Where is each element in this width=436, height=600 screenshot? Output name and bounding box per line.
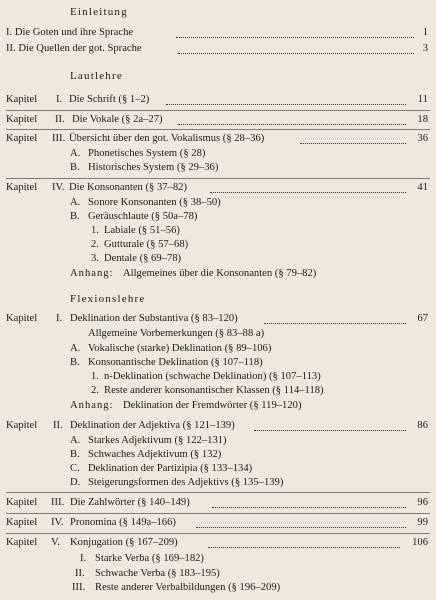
toc-page-number: 11 <box>417 94 428 105</box>
subsection-title: n-Deklination (schwache Deklination) (§ 107–113) <box>104 371 321 382</box>
subsection-label: A. <box>70 343 81 354</box>
leader-dots <box>254 414 406 431</box>
appendix-title: Deklination der Fremdwörter (§ 119–120) <box>123 400 302 411</box>
section-heading-einleitung: Einleitung <box>70 6 128 18</box>
toc-page-number: 36 <box>417 133 428 144</box>
subsection-entry <box>0 383 436 399</box>
leader-dots <box>210 176 406 193</box>
toc-page-number: 1 <box>422 27 428 38</box>
subsection-label: A. <box>70 197 81 208</box>
chapter-number: I. <box>56 94 63 105</box>
subsection-entry <box>0 326 436 342</box>
toc-entry <box>0 41 436 57</box>
subsection-title: Labiale (§ 51–56) <box>104 225 180 236</box>
chapter-word: Kapitel <box>6 133 38 144</box>
subsection-label: 2. <box>91 385 99 396</box>
section-heading-flexionslehre: Flexionslehre <box>70 293 146 305</box>
chapter-word: Kapitel <box>6 182 38 193</box>
toc-entry-title: I. Die Goten und ihre Sprache <box>6 27 134 38</box>
chapter-number: II. <box>55 114 65 125</box>
chapter-word: Kapitel <box>6 537 38 548</box>
subsection-label: B. <box>70 449 80 460</box>
subsection-title: Steigerungsformen des Adjektivs (§ 135–139) <box>88 477 284 488</box>
subsection-title: Vokalische (starke) Deklination (§ 89–106) <box>88 343 272 354</box>
leader-dots <box>178 37 414 54</box>
chapter-title: Die Schrift (§ 1–2) <box>69 94 150 105</box>
chapter-word: Kapitel <box>6 517 38 528</box>
subsection-title: Schwaches Adjektivum (§ 132) <box>88 449 222 460</box>
chapter-entry <box>0 418 436 434</box>
leader-dots <box>208 531 400 548</box>
appendix-label: Anhang: <box>70 268 114 279</box>
chapter-word: Kapitel <box>6 114 38 125</box>
appendix-entry <box>0 398 436 414</box>
chapter-word: Kapitel <box>6 420 38 431</box>
subsection-label: II. <box>75 568 85 579</box>
leader-dots <box>178 108 406 125</box>
chapter-entry <box>0 515 436 531</box>
chapter-number: V. <box>51 537 60 548</box>
subsection-title: Reste anderer Verbalbildungen (§ 196–209) <box>95 582 281 593</box>
leader-dots <box>176 21 414 38</box>
subsection-entry <box>0 160 436 176</box>
subsection-label: A. <box>70 435 81 446</box>
section-heading-lautlehre: Lautlehre <box>70 70 123 82</box>
chapter-number: III. <box>52 133 66 144</box>
subsection-title: Sonore Konsonanten (§ 38–50) <box>88 197 221 208</box>
toc-page-number: 99 <box>417 517 428 528</box>
toc-page-number: 3 <box>422 43 428 54</box>
subsection-label: D. <box>70 477 81 488</box>
chapter-title: Konjugation (§ 167–209) <box>70 537 178 548</box>
leader-dots <box>264 307 406 324</box>
toc-page-number: 18 <box>417 114 428 125</box>
toc-page-number: 106 <box>412 537 428 548</box>
appendix-title: Allgemeines über die Konsonanten (§ 79–82) <box>123 268 317 279</box>
chapter-number: IV. <box>52 182 65 193</box>
chapter-number: IV. <box>51 517 64 528</box>
subsection-entry <box>0 475 436 491</box>
leader-dots <box>300 127 406 144</box>
chapter-word: Kapitel <box>6 497 38 508</box>
chapter-number: II. <box>53 420 63 431</box>
chapter-entry <box>0 495 436 511</box>
chapter-entry <box>0 311 436 327</box>
leader-dots <box>166 88 406 105</box>
subsection-title: Dentale (§ 69–78) <box>104 253 182 264</box>
chapter-word: Kapitel <box>6 94 38 105</box>
subsection-title: Geräuschlaute (§ 50a–78) <box>88 211 198 222</box>
chapter-entry <box>0 131 436 147</box>
toc-page-number: 86 <box>417 420 428 431</box>
toc-page-number: 96 <box>417 497 428 508</box>
toc-page-number: 67 <box>417 313 428 324</box>
subsection-title: Reste anderer konsonantischer Klassen (§ 114–118) <box>104 385 324 396</box>
chapter-number: I. <box>56 313 63 324</box>
toc-entry-title: II. Die Quellen der got. Sprache <box>6 43 142 54</box>
chapter-title: Die Zahlwörter (§ 140–149) <box>70 497 190 508</box>
subsection-label: B. <box>70 211 80 222</box>
leader-dots <box>196 511 406 528</box>
subsection-label: 2. <box>91 239 99 250</box>
chapter-entry <box>0 92 436 108</box>
subsection-title: Starke Verba (§ 169–182) <box>95 553 204 564</box>
chapter-entry <box>0 112 436 128</box>
subsection-title: Gutturale (§ 57–68) <box>104 239 189 250</box>
chapter-title: Übersicht über den got. Vokalismus (§ 28–36) <box>69 133 265 144</box>
subsection-title: Historisches System (§ 29–36) <box>88 162 219 173</box>
subsection-entry <box>0 251 436 267</box>
subsection-label: 1. <box>91 371 99 382</box>
appendix-label: Anhang: <box>70 400 114 411</box>
subsection-label: C. <box>70 463 80 474</box>
appendix-entry <box>0 266 436 282</box>
subsection-entry <box>0 580 436 596</box>
subsection-label: 1. <box>91 225 99 236</box>
chapter-word: Kapitel <box>6 313 38 324</box>
chapter-number: III. <box>51 497 65 508</box>
subsection-title: Konsonantische Deklination (§ 107–118) <box>88 357 263 368</box>
subsection-label: III. <box>72 582 86 593</box>
subsection-title: Allgemeine Vorbemerkungen (§ 83–88 a) <box>88 328 265 339</box>
subsection-title: Schwache Verba (§ 183–195) <box>95 568 220 579</box>
subsection-label: B. <box>70 357 80 368</box>
subsection-label: I. <box>80 553 87 564</box>
chapter-title: Deklination der Adjektiva (§ 121–139) <box>70 420 235 431</box>
chapter-entry <box>0 535 436 551</box>
chapter-title: Pronomina (§ 149a–166) <box>70 517 176 528</box>
chapter-title: Die Vokale (§ 2a–27) <box>72 114 163 125</box>
chapter-title: Die Konsonanten (§ 37–82) <box>69 182 187 193</box>
subsection-title: Phonetisches System (§ 28) <box>88 148 206 159</box>
toc-page-number: 41 <box>417 182 428 193</box>
subsection-label: 3. <box>91 253 99 264</box>
chapter-entry <box>0 180 436 196</box>
subsection-title: Starkes Adjektivum (§ 122–131) <box>88 435 227 446</box>
subsection-entry <box>0 551 436 567</box>
subsection-label: B. <box>70 162 80 173</box>
subsection-title: Deklination der Partizipia (§ 133–134) <box>88 463 253 474</box>
leader-dots <box>212 491 406 508</box>
chapter-title: Deklination der Substantiva (§ 83–120) <box>70 313 238 324</box>
subsection-label: A. <box>70 148 81 159</box>
